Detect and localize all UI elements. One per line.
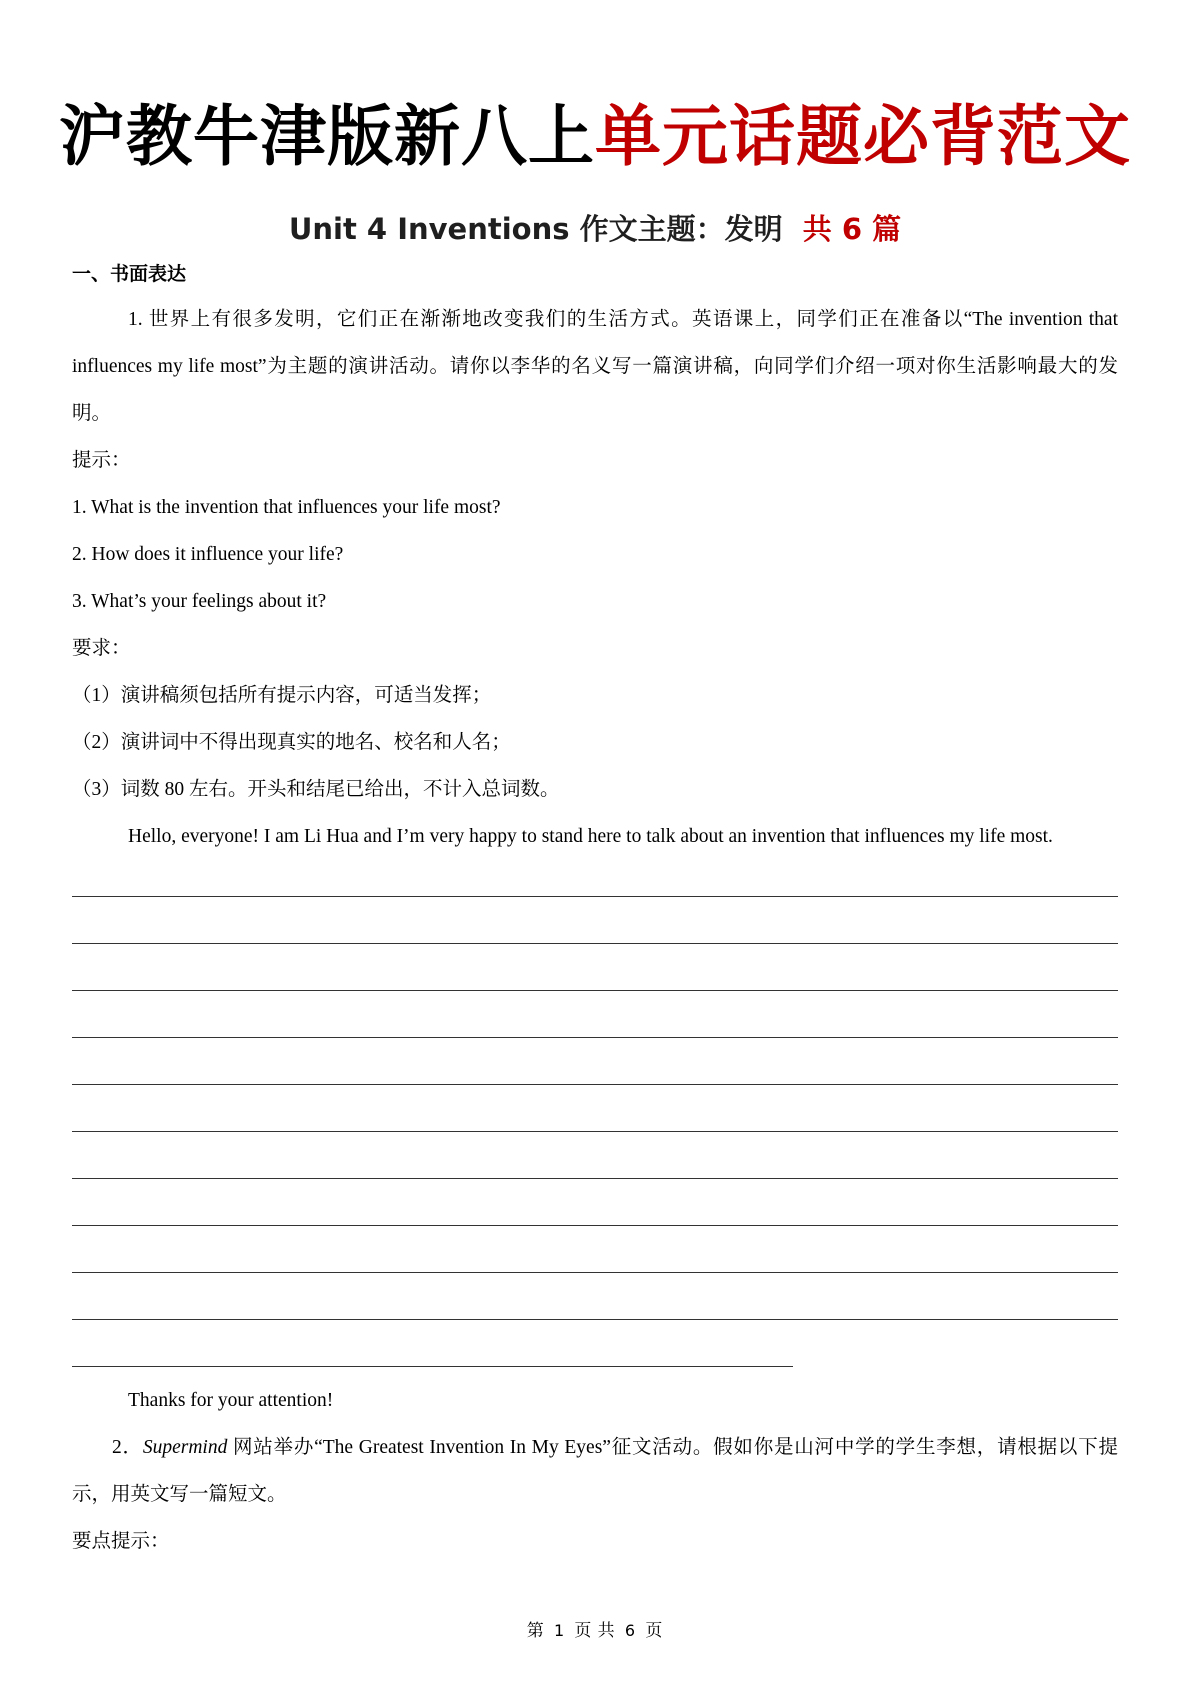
document-body [72,254,1118,1565]
requirement-item: （1）演讲稿须包括所有提示内容，可适当发挥； [72,685,492,706]
tip-item: 3. What’s your feelings about it? [72,591,327,612]
answer-line[interactable] [72,1283,1118,1330]
question-2-number: 2． [112,1437,143,1458]
page-subtitle [0,209,1190,249]
title-red-part: 单元话题必背范文 [595,98,1131,175]
footer-total-pages: 6 [624,1621,637,1640]
section-heading: 一、书面表达 [72,263,187,285]
page-footer [0,1616,1190,1641]
essay-opening: Hello, everyone! I am Li Hua and I’m very happy to stand here to talk about an invention that influences my life most. [128,826,1053,847]
answer-line-last[interactable] [72,1330,1118,1377]
subtitle-count: 共 6 篇 [802,212,902,246]
footer-prefix: 第 [526,1621,545,1640]
page-title [0,92,1190,182]
tip-item: 2. How does it influence your life? [72,544,344,565]
tip-item: 1. What is the invention that influences your life most? [72,497,501,518]
requirements-label: 要求： [72,638,131,659]
footer-suffix: 页 [645,1621,664,1640]
title-black-part: 沪教牛津版新八上 [59,98,595,175]
question-2-prompt [72,1424,1118,1518]
answer-line[interactable] [72,954,1118,1001]
answer-line[interactable] [72,1189,1118,1236]
website-name: Supermind [142,1437,228,1458]
answer-line[interactable] [72,1001,1118,1048]
footer-page-number: 1 [553,1621,566,1640]
answer-line[interactable] [72,907,1118,954]
answer-line[interactable] [72,1048,1118,1095]
answer-line[interactable] [72,1236,1118,1283]
tips-label: 提示： [72,450,131,471]
subtitle-topic: Unit 4 Inventions 作文主题：发明 [288,212,783,246]
question-2-text: 网站举办“The Greatest Invention In My Eyes”征文活动。假如你是山河中学的学生李想，请根据以下提示，用英文写一篇短文。 [72,1437,1118,1505]
question-1-prompt: 1. 世界上有很多发明，它们正在渐渐地改变我们的生活方式。英语课上，同学们正在准备以“The invention that influences my life most”为主题的演讲活动。请你以李华的名义写一篇演讲稿，向同学们介绍一项对你生活影响最大的发明。 [72,309,1118,424]
answer-line[interactable] [72,1095,1118,1142]
footer-middle: 页 共 [574,1621,616,1640]
requirement-item: （2）演讲词中不得出现真实的地名、校名和人名； [72,732,511,753]
answer-line[interactable] [72,860,1118,907]
key-points-label: 要点提示： [72,1531,170,1552]
essay-closing: Thanks for your attention! [128,1390,334,1411]
answer-line[interactable] [72,1142,1118,1189]
requirement-item: （3）词数 80 左右。开头和结尾已给出，不计入总词数。 [72,779,560,800]
